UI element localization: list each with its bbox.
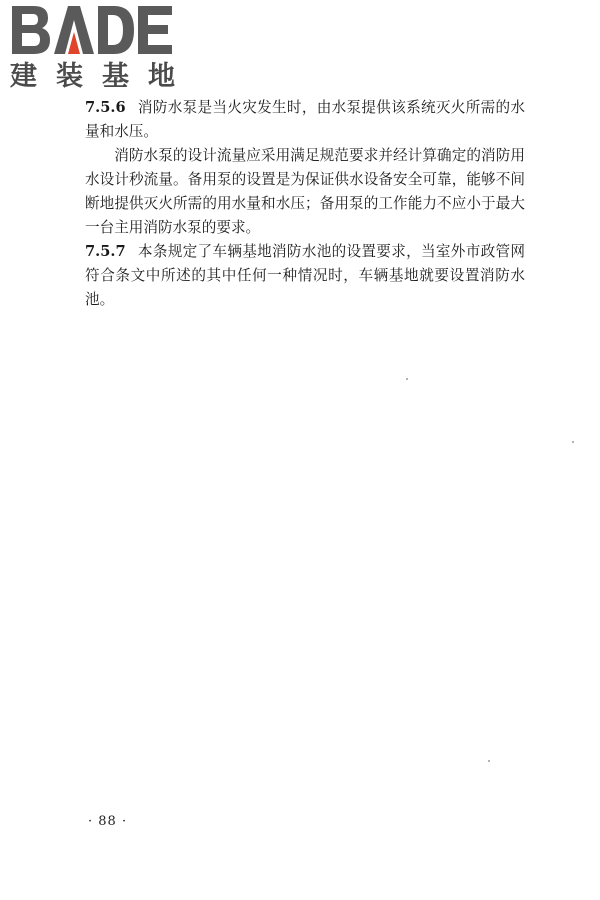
logo-chinese-text [10, 62, 175, 92]
document-body [85, 96, 525, 312]
logo-char: 建 [10, 61, 37, 92]
paragraph-text: 消防水泵是当火灾发生时，由水泵提供该系统灭火所需的水量和水压。 [85, 99, 525, 140]
scan-speck [488, 760, 490, 762]
clause-number: 7.5.7 [85, 243, 126, 260]
bade-wordmark [10, 4, 175, 56]
clause-paragraph [85, 96, 525, 144]
page-number: · 88 · [88, 814, 128, 829]
logo-char: 装 [56, 61, 83, 92]
logo-char: 基 [102, 61, 129, 92]
clause-paragraph [85, 240, 525, 312]
paragraph-text: 本条规定了车辆基地消防水池的设置要求，当室外市政管网符合条文中所述的其中任何一种情况时，车辆基地就要设置消防水池。 [85, 243, 525, 308]
scan-speck [572, 441, 574, 443]
paragraph-text: 消防水泵的设计流量应采用满足规范要求并经计算确定的消防用水设计秒流量。备用泵的设置是为保证供水设备安全可靠，能够不间断地提供灭火所需的用水量和水压；备用泵的工作能力不应小于最大一台主用消防水泵的要求。 [85, 147, 525, 236]
clause-number: 7.5.6 [85, 99, 126, 116]
body-paragraph [85, 144, 525, 240]
scan-speck [406, 378, 408, 380]
bade-logo [10, 4, 175, 92]
logo-char: 地 [148, 61, 175, 92]
